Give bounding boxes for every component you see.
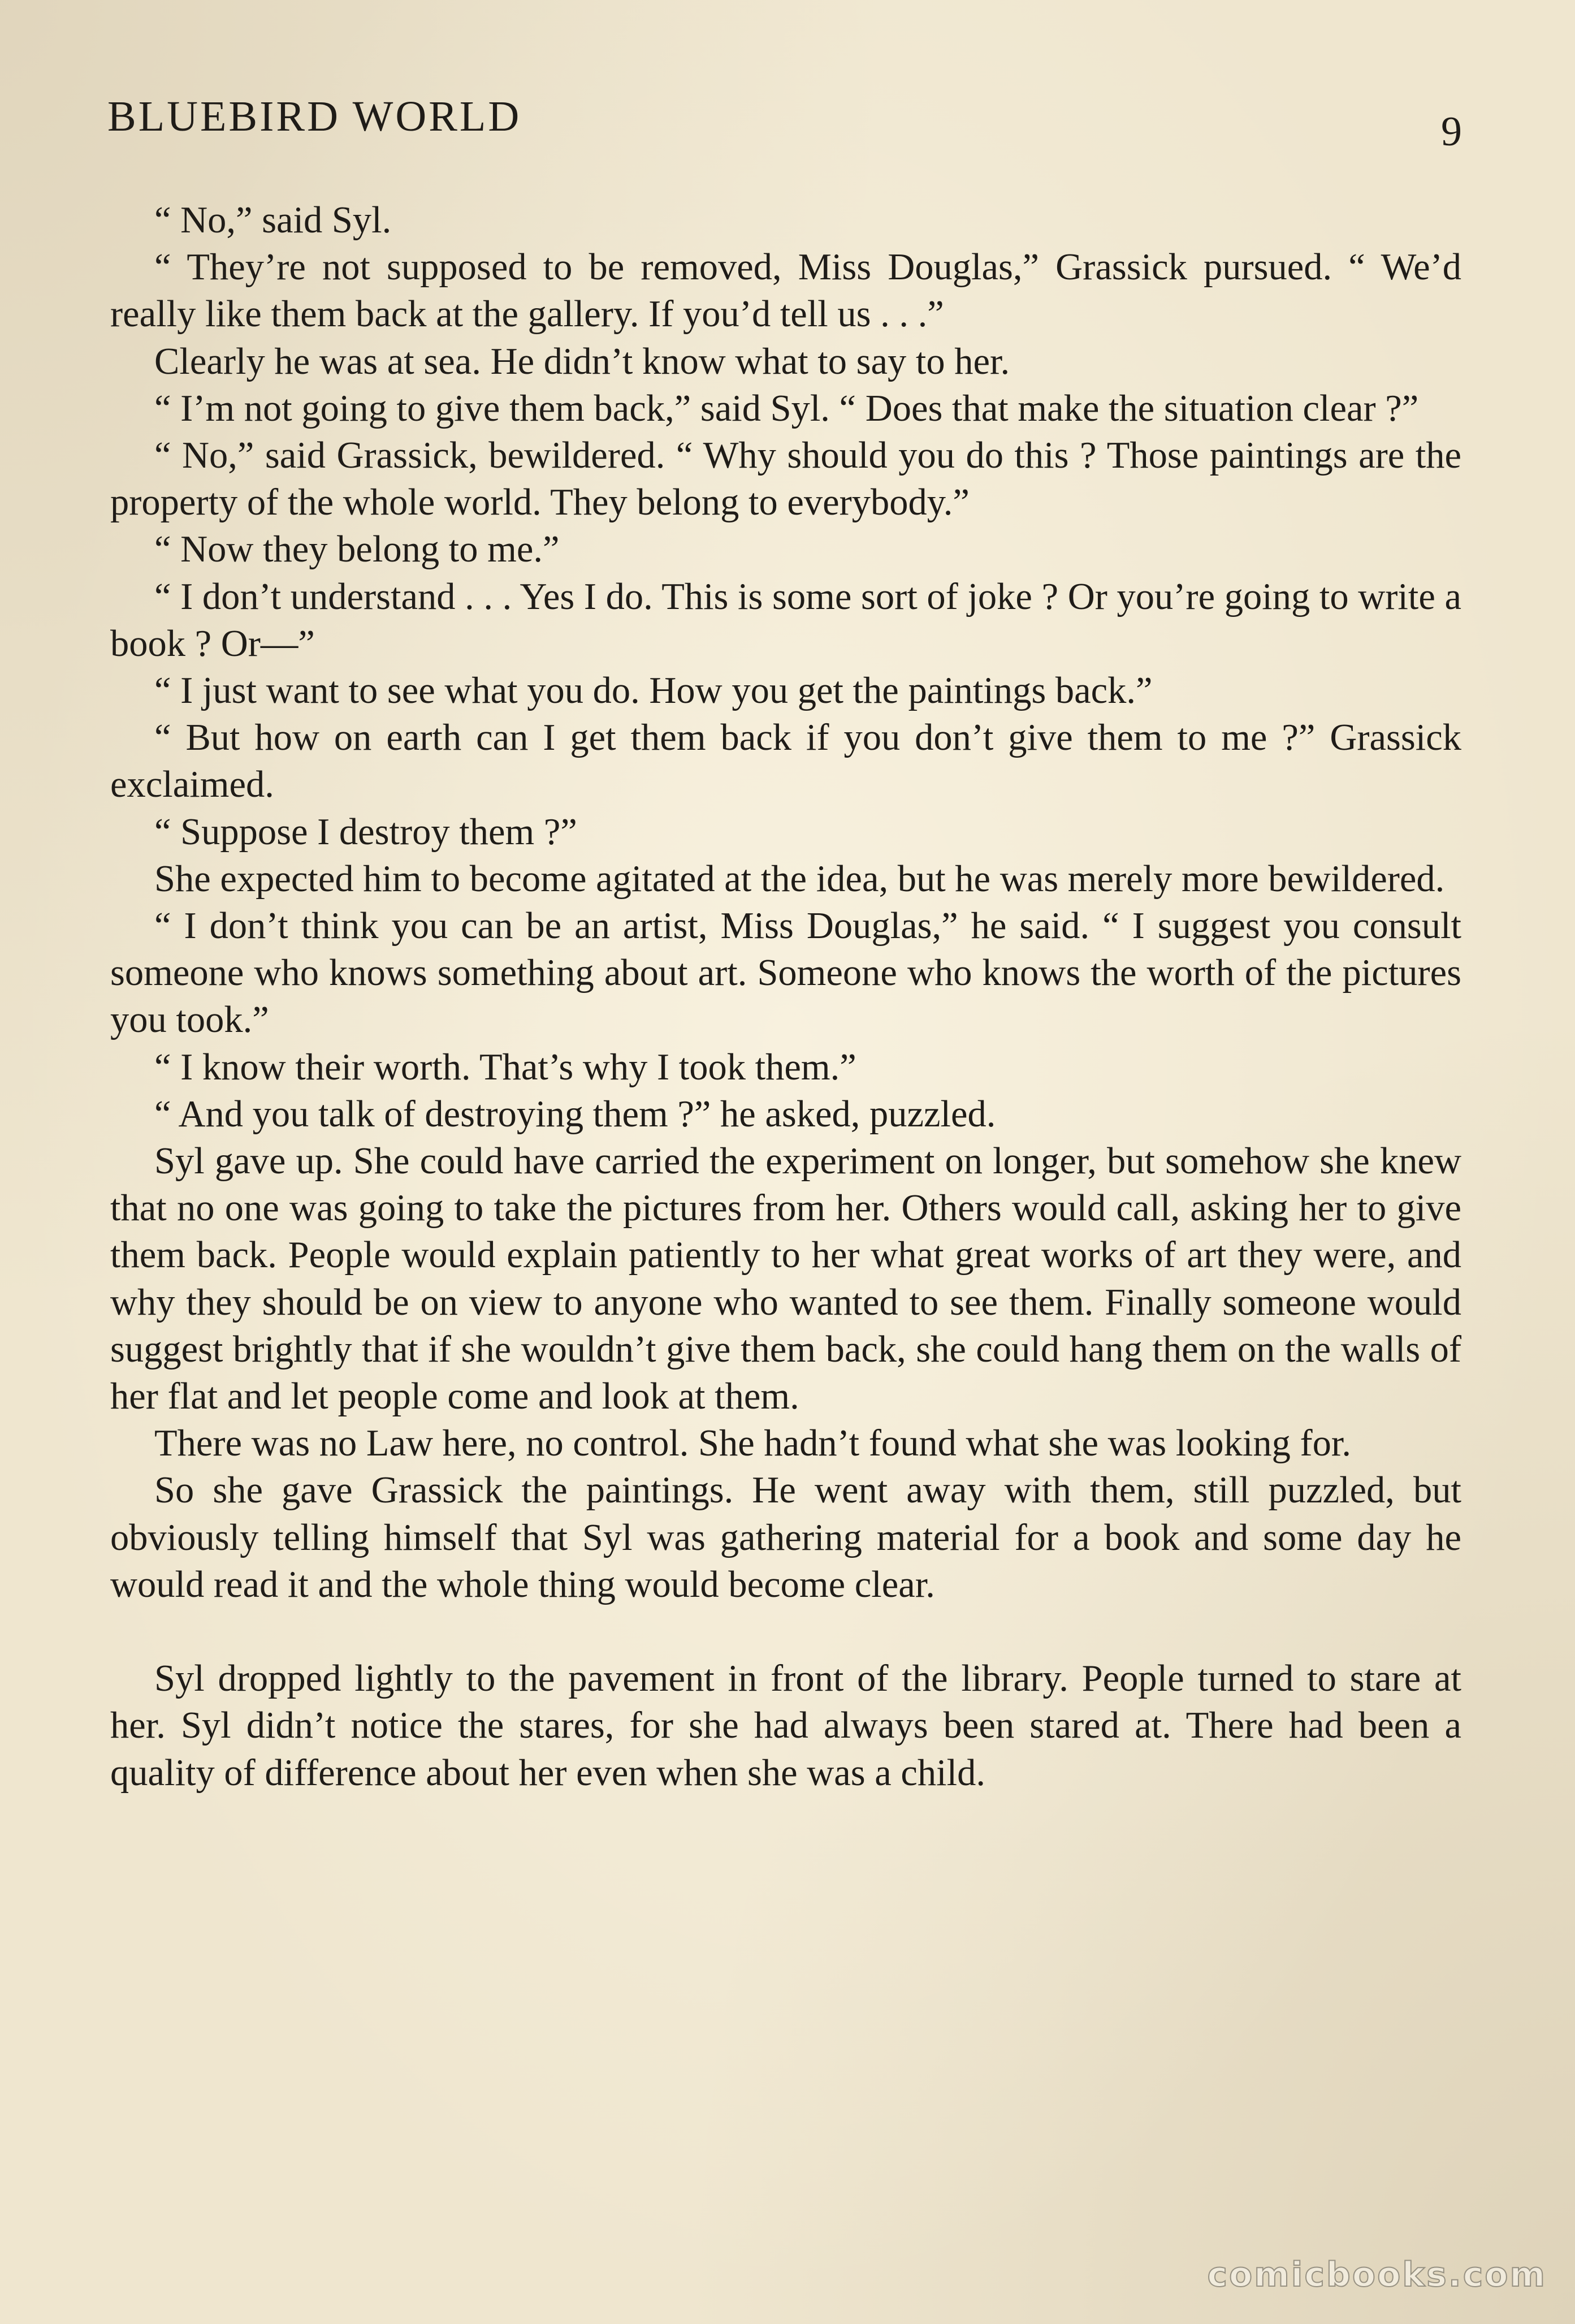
watermark: comicbooks.com <box>1207 2255 1547 2295</box>
paragraph: “ I just want to see what you do. How you get the paintings back.” <box>154 670 1153 712</box>
paragraph: “ I know their worth. That’s why I took them.” <box>154 1046 856 1088</box>
paragraph: “ No,” said Grassick, bewildered. “ Why should you do this ? Those paintings are the property of the whole world. They belong to everybody.” <box>110 435 1461 524</box>
body-text <box>110 197 1461 1796</box>
paragraph: So she gave Grassick the paintings. He went away with them, still puzzled, but obviously telling himself that Syl was gathering material for a book and some day he would read it and the whole thing would become clear. <box>110 1470 1461 1605</box>
paragraph: “ No,” said Syl. <box>154 200 392 241</box>
paragraph: “ And you talk of destroying them ?” he asked, puzzled. <box>154 1093 996 1135</box>
page-number: 9 <box>1441 109 1462 155</box>
running-title: BLUEBIRD WORLD <box>107 93 522 140</box>
paragraph: Syl gave up. She could have carried the experiment on longer, but somehow she knew that no one was going to take the pictures from her. Others would call, asking her to give them back. People would explain patiently to her what great works of art they were, and why they should be on view to anyone who wanted to see them. Finally someone would suggest brightly that if she wouldn’t give them back, she could hang them on the walls of her flat and let people come and look at them. <box>110 1141 1461 1418</box>
paragraph: “ Now they belong to me.” <box>154 529 560 571</box>
paragraph: “ I don’t understand . . . Yes I do. This is some sort of joke ? Or you’re going to write a book ? Or—” <box>110 576 1461 664</box>
paragraph: “ I don’t think you can be an artist, Miss Douglas,” he said. “ I suggest you consult someone who knows something about art. Someone who knows the worth of the pictures you took.” <box>110 905 1461 1041</box>
paragraph: “ But how on earth can I get them back if you don’t give them to me ?” Grassick exclaimed. <box>110 717 1461 806</box>
paragraph: Clearly he was at sea. He didn’t know what to say to her. <box>154 340 1010 382</box>
section-break <box>110 1608 1461 1655</box>
paragraph: Syl dropped lightly to the pavement in front of the library. People turned to stare at her. Syl didn’t notice the stares, for she had always been stared at. There had been a quality of difference about her even when she was a child. <box>110 1658 1461 1794</box>
paragraph: “ I’m not going to give them back,” said Syl. “ Does that make the situation clear ?” <box>154 387 1419 429</box>
paragraph: “ They’re not supposed to be removed, Miss Douglas,” Grassick pursued. “ We’d really like them back at the gallery. If you’d tell us . . .” <box>110 247 1461 335</box>
paragraph: She expected him to become agitated at the idea, but he was merely more bewildered. <box>154 858 1445 900</box>
paragraph: “ Suppose I destroy them ?” <box>154 811 577 853</box>
paragraph: There was no Law here, no control. She hadn’t found what she was looking for. <box>154 1423 1352 1465</box>
